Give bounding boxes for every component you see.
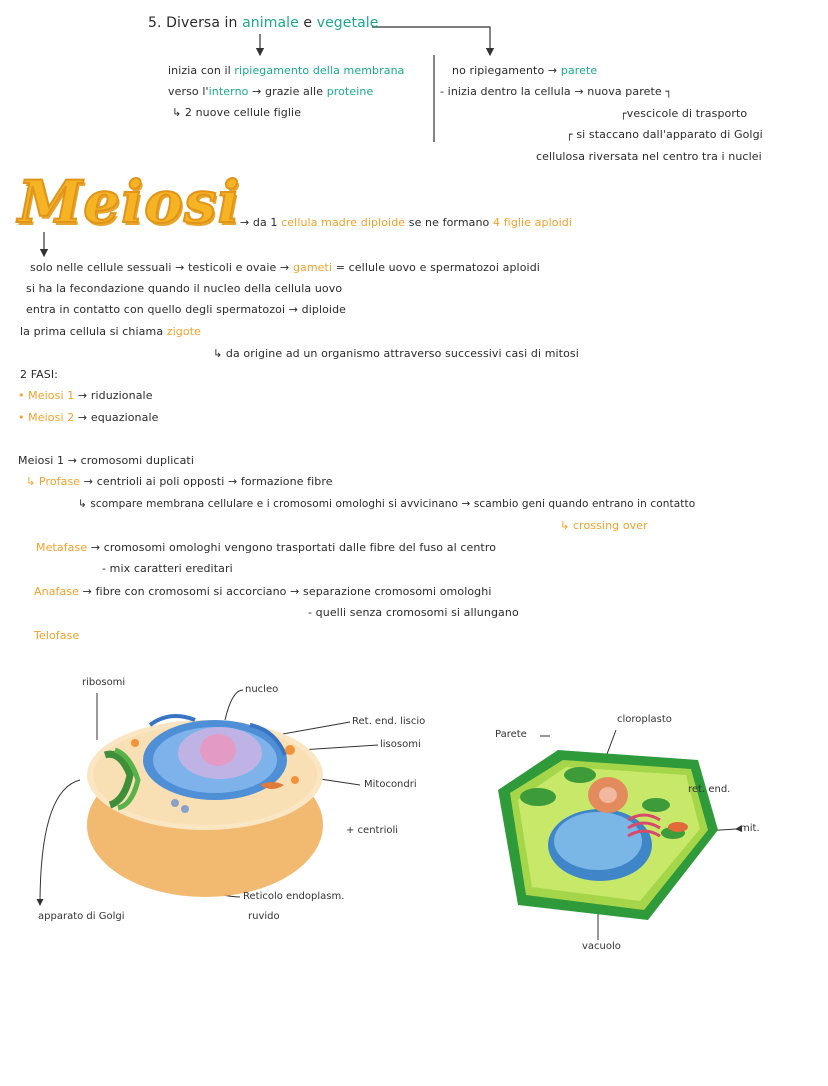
meiosi-line2: si ha la fecondazione quando il nucleo della cellula uovo <box>26 282 343 295</box>
fase-1: • Meiosi 1 → riduzionale <box>18 389 153 402</box>
meiosi-title: Meiosi <box>18 168 241 236</box>
fasi-title: 2 FASI: <box>20 368 58 381</box>
section5-heading: 5. Diversa in animale e vegetale <box>148 15 379 31</box>
label-cloroplasto: cloroplasto <box>617 714 672 725</box>
telofase-label: Telofase <box>34 629 80 642</box>
plant-division-line5: cellulosa riversata nel centro tra i nuclei <box>536 150 762 163</box>
meiosi-line4: la prima cellula si chiama zigote <box>20 325 201 338</box>
meiosi-line3: entra in contatto con quello degli spermatozoi → diploide <box>26 303 347 316</box>
meiosi1-title: Meiosi 1 → cromosomi duplicati <box>18 454 194 467</box>
metafase-line: Metafase → cromosomi omologhi vengono trasportati dalle fibre del fuso al centro <box>36 541 497 554</box>
label-mit: mit. <box>740 823 760 834</box>
label-ruvido: ruvido <box>248 911 280 922</box>
fase-2: • Meiosi 2 → equazionale <box>18 411 159 424</box>
label-reticolo: Reticolo endoplasm. <box>243 891 345 902</box>
label-ret-end-liscio: Ret. end. liscio <box>352 716 426 727</box>
meiosi-definition: → da 1 cellula madre diploide se ne formano 4 figlie aploidi <box>240 216 572 229</box>
plant-division-line2: - inizia dentro la cellula → nuova parete ┐ <box>440 85 673 98</box>
label-golgi: apparato di Golgi <box>38 911 125 922</box>
label-centrioli: + centrioli <box>346 825 399 836</box>
label-ribosomi: ribosomi <box>82 677 126 688</box>
label-parete: Parete <box>495 729 527 740</box>
label-vacuolo: vacuolo <box>582 941 621 952</box>
profase-detail: ↳ scompare membrana cellulare e i cromosomi omologhi si avvicinano → scambio geni quando entrano in contatto <box>78 498 696 510</box>
plant-division-line1: no ripiegamento → parete <box>452 64 598 77</box>
meiosi-line5: ↳ da origine ad un organismo attraverso successivi casi di mitosi <box>213 347 579 360</box>
label-nucleo: nucleo <box>245 684 279 695</box>
label-ret-end: ret. end. <box>688 784 731 795</box>
animal-division-line3: ↳ 2 nuove cellule figlie <box>172 106 302 119</box>
anafase-detail: - quelli senza cromosomi si allungano <box>308 606 519 619</box>
metafase-detail: - mix caratteri ereditari <box>102 562 233 575</box>
plant-division-line3: ┌vescicole di trasporto <box>620 107 748 120</box>
animal-cell-illustration <box>80 705 330 905</box>
crossing-over: ↳ crossing over <box>560 519 648 532</box>
anafase-line: Anafase → fibre con cromosomi si accorciano → separazione cromosomi omologhi <box>34 585 492 598</box>
label-lisosomi: lisosomi <box>380 739 421 750</box>
plant-cell-illustration <box>488 735 731 930</box>
animal-division-line2: verso l'interno → grazie alle proteine <box>168 85 374 98</box>
animal-division-line1: inizia con il ripiegamento della membrana <box>168 64 405 77</box>
meiosi-line1: solo nelle cellule sessuali → testicoli e ovaie → gameti = cellule uovo e spermatozoi aploidi <box>30 261 540 274</box>
profase-line: ↳ Profase → centrioli ai poli opposti → formazione fibre <box>26 475 333 488</box>
plant-division-line4: ┌ si staccano dall'apparato di Golgi <box>566 128 763 141</box>
label-mitocondri: Mitocondri <box>364 779 417 790</box>
